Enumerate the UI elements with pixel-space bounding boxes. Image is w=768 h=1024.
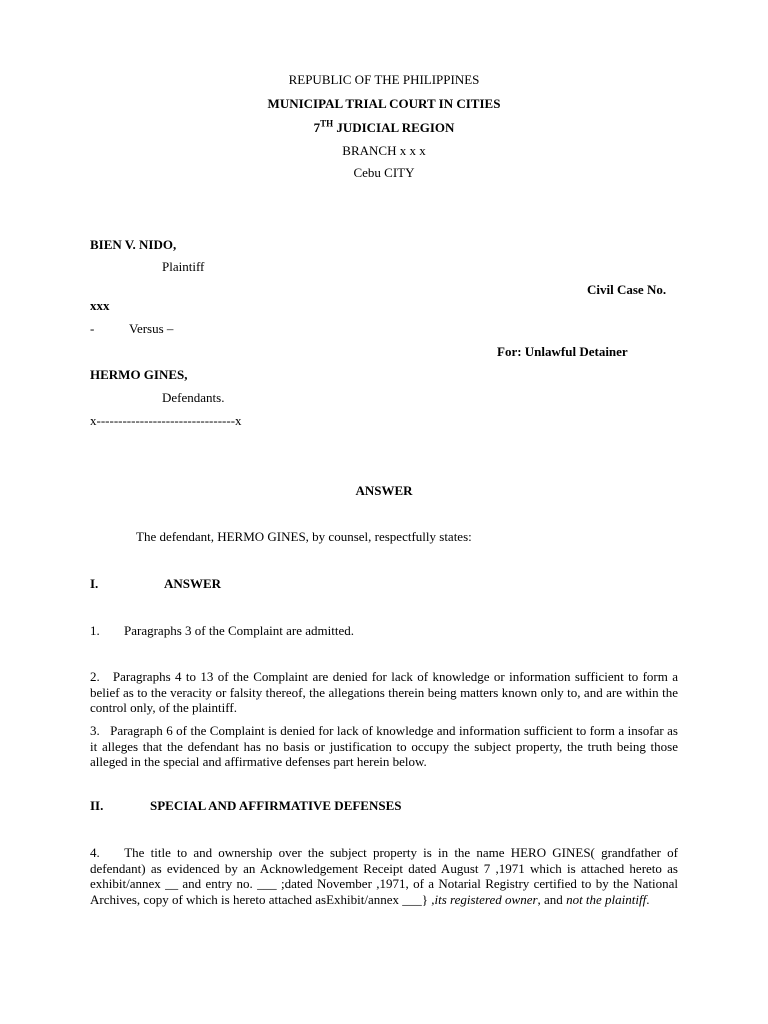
defendant-label: Defendants. bbox=[162, 390, 225, 405]
versus-label: Versus – bbox=[129, 321, 174, 336]
region-ordinal-suffix: TH bbox=[320, 118, 334, 129]
court-header-court-name: MUNICIPAL TRIAL COURT IN CITIES bbox=[267, 96, 501, 111]
plaintiff-label: Plaintiff bbox=[162, 259, 205, 274]
paragraph-4 bbox=[90, 845, 678, 907]
section-2-number: II. bbox=[90, 798, 104, 813]
civil-case-number: xxx bbox=[90, 298, 110, 313]
region-label: JUDICIAL REGION bbox=[333, 120, 455, 135]
caption-separator: x--------------------------------x bbox=[90, 413, 242, 428]
plaintiff-name: BIEN V. NIDO, bbox=[90, 237, 177, 252]
paragraph-1-number: 1. bbox=[90, 623, 100, 638]
section-1-number: I. bbox=[90, 576, 99, 591]
court-header-city: Cebu CITY bbox=[353, 165, 415, 180]
document-title: ANSWER bbox=[355, 483, 413, 498]
case-nature: For: Unlawful Detainer bbox=[497, 344, 628, 359]
section-1-title: ANSWER bbox=[164, 576, 222, 591]
civil-case-label: Civil Case No. bbox=[587, 282, 667, 297]
region-number: 7 bbox=[313, 120, 321, 135]
paragraph-4-italic-owner: its registered owner bbox=[434, 891, 538, 907]
paragraph-4-italic-not-plaintiff: not the plaintiff bbox=[566, 891, 647, 907]
defendant-name: HERMO GINES, bbox=[90, 367, 188, 382]
intro-statement: The defendant, HERMO GINES, by counsel, respectfully states: bbox=[136, 529, 472, 544]
paragraph-4-end: . bbox=[646, 891, 650, 907]
versus-dash: - bbox=[90, 321, 95, 336]
paragraph-4-mid: , and bbox=[537, 891, 567, 907]
paragraph-3: 3. Paragraph 6 of the Complaint is denied for lack of knowledge and information sufficient to form a insofar as it alleges that the defendant has no basis or justification to occupy the subject property, the truth being those alleged in the special and affirmative defenses part herein below. bbox=[90, 723, 678, 769]
court-header-branch: BRANCH x x x bbox=[342, 143, 426, 158]
paragraph-4-text: 4. The title to and ownership over the subject property is in the name HERO GINES( grandfather of defendant) as evidenced by an Acknowledgement Receipt dated August 7 ,1971 which is attached hereto as exhibit/annex __ and entry no. ___ ;dated November ,1971, of a Notarial Registry certified to by the National Archives, copy of which is hereto attached asExhibit/annex ___} , bbox=[90, 845, 678, 907]
section-2-title: SPECIAL AND AFFIRMATIVE DEFENSES bbox=[150, 798, 402, 813]
court-header-region bbox=[0, 120, 768, 136]
paragraph-2: 2. Paragraphs 4 to 13 of the Complaint are denied for lack of knowledge or information sufficient to form a belief as to the veracity or falsity thereof, the allegations therein being matters known only to, and are within the control only, of the plaintiff. bbox=[90, 669, 678, 715]
paragraph-1-text: Paragraphs 3 of the Complaint are admitted. bbox=[124, 623, 354, 638]
court-header-republic: REPUBLIC OF THE PHILIPPINES bbox=[288, 72, 480, 87]
